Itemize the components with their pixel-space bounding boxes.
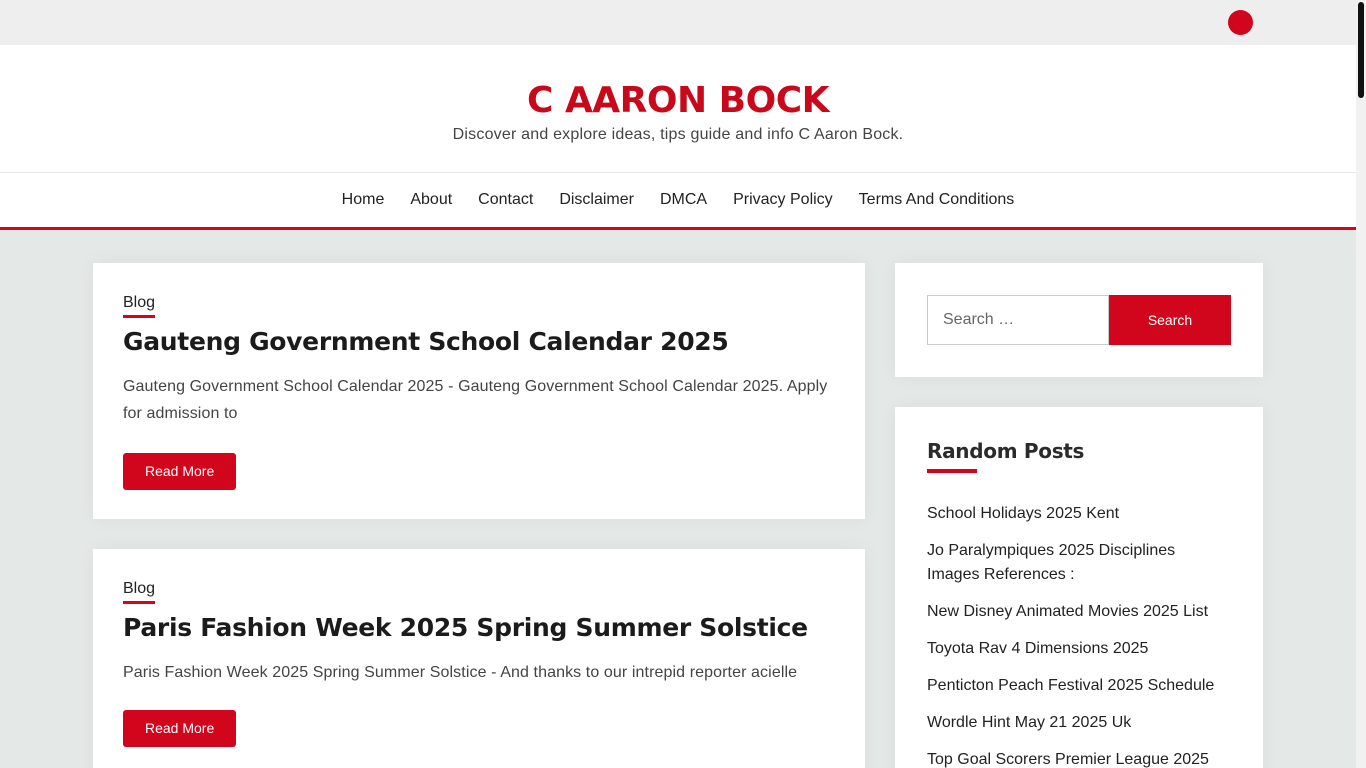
site-title[interactable]: C AARON BOCK [526, 80, 830, 121]
nav-item-privacy-policy[interactable]: Privacy Policy [733, 191, 833, 208]
post-title[interactable]: Paris Fashion Week 2025 Spring Summer Solstice [123, 613, 808, 642]
nav-item-contact[interactable]: Contact [478, 191, 534, 208]
post-card [93, 263, 865, 519]
nav-item-terms[interactable]: Terms And Conditions [858, 191, 1015, 208]
post-card [93, 549, 865, 768]
top-bar [0, 0, 1356, 45]
read-more-button[interactable]: Read More [123, 453, 236, 490]
random-post-link[interactable]: New Disney Animated Movies 2025 List [927, 603, 1209, 620]
nav-item-about[interactable]: About [410, 191, 453, 208]
post-excerpt: Paris Fashion Week 2025 Spring Summer Solstice - And thanks to our intrepid reporter acielle [123, 664, 798, 681]
post-category-link[interactable]: Blog [123, 579, 155, 604]
random-post-link[interactable]: Wordle Hint May 21 2025 Uk [927, 714, 1132, 731]
random-post-link[interactable]: Toyota Rav 4 Dimensions 2025 [927, 640, 1149, 657]
menu-toggle-dot-icon[interactable] [1228, 10, 1253, 35]
random-posts-widget [895, 407, 1263, 768]
widget-title-underline [927, 469, 977, 473]
random-post-link[interactable]: School Holidays 2025 Kent [927, 505, 1120, 522]
search-input[interactable] [927, 295, 1109, 345]
site-tagline: Discover and explore ideas, tips guide and info C Aaron Bock. [452, 126, 904, 143]
main-navigation [0, 173, 1356, 230]
site-header [0, 45, 1356, 173]
scrollbar-thumb[interactable] [1358, 2, 1364, 98]
nav-item-dmca[interactable]: DMCA [659, 191, 708, 208]
post-excerpt: Gauteng Government School Calendar 2025 - Gauteng Government School Calendar 2025. Apply for admission to [123, 378, 828, 422]
post-category-link[interactable]: Blog [123, 293, 155, 318]
nav-item-home[interactable]: Home [341, 191, 385, 208]
random-post-link[interactable]: Jo Paralympiques 2025 Disciplines Images References : [927, 542, 1176, 583]
random-posts-list [927, 502, 1231, 768]
post-title[interactable]: Gauteng Government School Calendar 2025 [123, 327, 729, 356]
search-widget [895, 263, 1263, 377]
page-scrollbar[interactable] [1356, 0, 1366, 768]
random-post-link[interactable]: Penticton Peach Festival 2025 Schedule [927, 677, 1215, 694]
random-post-link[interactable]: Top Goal Scorers Premier League 2025 [927, 751, 1209, 768]
nav-item-disclaimer[interactable]: Disclaimer [559, 191, 634, 208]
widget-title: Random Posts [927, 439, 1085, 463]
read-more-button[interactable]: Read More [123, 710, 236, 747]
search-button[interactable]: Search [1109, 295, 1231, 345]
main-content [0, 231, 1356, 768]
